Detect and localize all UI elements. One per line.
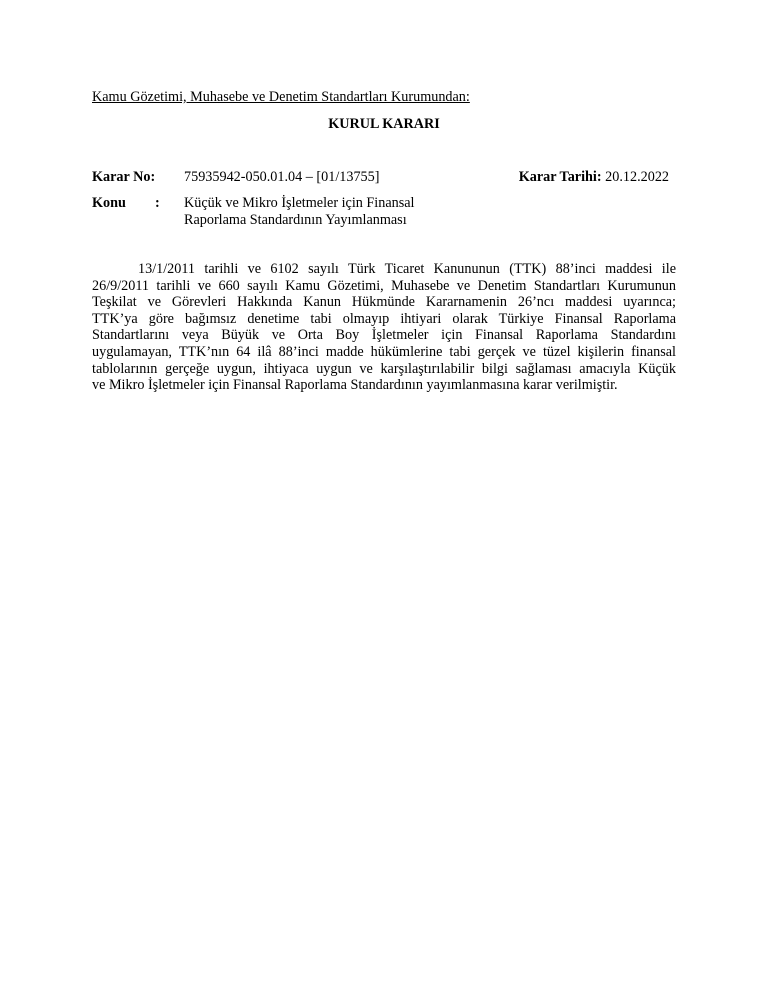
document-title: KURUL KARARI [328,116,440,132]
decision-no-value: 75935942-050.01.04 – [01/13755] [184,169,380,185]
body-line: Teşkilat ve Görevleri Hakkında Kanun Hükmünde Kararnamenin 26’ncı maddesi uyarınca; [92,294,676,311]
body-line: TTK’ya göre bağımsız denetime tabi olmayıp ihtiyari olarak Türkiye Finansal Raporlama [92,310,676,327]
decision-date-value: 20.12.2022 [605,169,669,185]
body-line: ve Mikro İşletmeler için Finansal Raporlama Standardının yayımlanmasına karar verilmiştir. [92,377,618,394]
subject-label: Konu [92,195,126,211]
decision-date [519,169,669,186]
body-paragraph [92,261,676,394]
body-line: 13/1/2011 tarihli ve 6102 sayılı Türk Ticaret Kanununun (TTK) 88’inci maddesi ile [138,261,676,277]
body-line: Standartlarını veya Büyük ve Orta Boy İşletmeler için Finansal Raporlama Standardını [92,327,676,344]
body-line: tablolarının gerçeğe uygun, ihtiyaca uygun ve karşılaştırılabilir bilgi sağlaması amacıyla Küçük [92,360,676,377]
decision-date-label: Karar Tarihi: [518,169,602,185]
decision-no-label: Karar No: [92,169,156,185]
issuer-heading: Kamu Gözetimi, Muhasebe ve Denetim Standartları Kurumundan: [92,89,470,105]
body-line: uygulamayan, TTK’nın 64 ilâ 88’inci madde hükümlerine tabi gerçek ve tüzel kişilerin finansal [92,343,676,360]
subject-value [184,195,415,228]
body-line: 26/9/2011 tarihli ve 660 sayılı Kamu Gözetimi, Muhasebe ve Denetim Standartları Kurumunun [92,277,676,294]
subject-line: Küçük ve Mikro İşletmeler için Finansal [184,195,415,211]
subject-colon: : [155,195,160,211]
subject-line: Raporlama Standardının Yayımlanması [184,211,407,228]
